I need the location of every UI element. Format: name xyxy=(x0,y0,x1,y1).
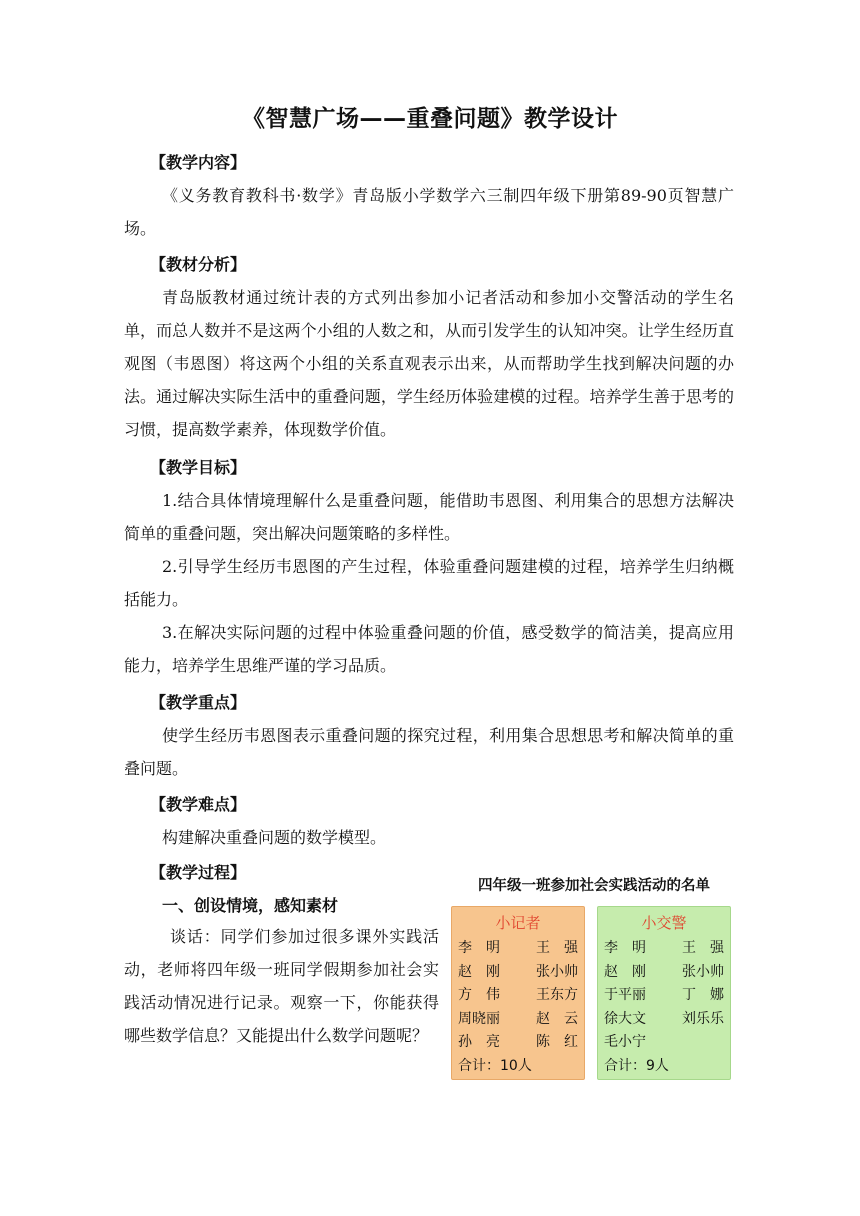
process-step1-text: 谈话：同学们参加过很多课外实践活动，老师将四年级一班同学假期参加社会实践活动情况进行记录。观察一下，你能获得哪些数学信息？又能提出什么数学问题呢？ xyxy=(124,927,439,1045)
reporter-total: 合计：10人 xyxy=(458,1058,532,1074)
student-name: 徐大文 xyxy=(604,1010,646,1027)
student-name: 方 伟 xyxy=(458,987,500,1003)
content-text: 《义务教育教科书·数学》青岛版小学数学六三制四年级下册第89-90页智慧广场。 xyxy=(124,186,734,238)
student-name: 赵 刚 xyxy=(604,963,646,980)
student-name: 李 明 xyxy=(458,940,500,956)
heading-difficulty: 【教学难点】 xyxy=(150,795,247,814)
goal-item-1: 1.结合具体情境理解什么是重叠问题，能借助韦恩图、利用集合的思想方法解决简单的重叠问题，突出解决问题策略的多样性。 xyxy=(124,491,734,543)
process-step1-heading: 一、创设情境，感知素材 xyxy=(162,896,339,915)
traffic-police-total: 合计：9人 xyxy=(604,1058,669,1074)
heading-key-point: 【教学重点】 xyxy=(150,693,247,712)
student-name: 刘乐乐 xyxy=(682,1010,724,1027)
heading-goals: 【教学目标】 xyxy=(150,458,247,477)
analysis-text: 青岛版教材通过统计表的方式列出参加小记者活动和参加小交警活动的学生名单，而总人数并不是这两个小组的人数之和，从而引发学生的认知冲突。让学生经历直观图（韦恩图）将这两个小组的关系直观表示出来，从而帮助学生找到解决问题的办法。通过解决实际生活中的重叠问题，学生经历体验建模的过程。培养学生善于思考的习惯，提高数学素养，体现数学价值。 xyxy=(124,288,734,439)
traffic-police-panel xyxy=(597,906,731,1080)
student-name: 赵 刚 xyxy=(458,963,500,980)
name-row xyxy=(604,1008,724,1032)
goal-item-2: 2.引导学生经历韦恩图的产生过程，体验重叠问题建模的过程，培养学生归纳概括能力。 xyxy=(124,557,734,609)
student-name: 毛小宁 xyxy=(604,1034,646,1050)
name-row xyxy=(458,961,578,985)
reporter-panel xyxy=(451,906,585,1080)
student-name: 张小帅 xyxy=(536,963,578,980)
student-name: 张小帅 xyxy=(682,963,724,980)
goal-item-3: 3.在解决实际问题的过程中体验重叠问题的价值，感受数学的简洁美，提高应用能力，培养学生思维严谨的学习品质。 xyxy=(124,623,734,675)
student-name: 于平丽 xyxy=(604,987,646,1003)
activity-roster-figure xyxy=(449,874,739,1084)
student-name: 王 强 xyxy=(536,940,578,956)
roster-title: 四年级一班参加社会实践活动的名单 xyxy=(478,878,710,894)
traffic-police-name-list xyxy=(604,937,724,1055)
name-row xyxy=(458,1008,578,1032)
student-name: 王 强 xyxy=(682,940,724,956)
key-point-text: 使学生经历韦恩图表示重叠问题的探究过程，利用集合思想思考和解决简单的重叠问题。 xyxy=(124,726,734,778)
name-row xyxy=(458,1031,578,1055)
student-name: 王东方 xyxy=(536,987,578,1003)
student-name: 赵 云 xyxy=(536,1010,578,1027)
difficulty-text: 构建解决重叠问题的数学模型。 xyxy=(162,828,387,847)
heading-content: 【教学内容】 xyxy=(150,153,247,172)
student-name: 陈 红 xyxy=(536,1034,578,1050)
student-name: 李 明 xyxy=(604,940,646,956)
reporter-panel-title: 小记者 xyxy=(495,914,541,932)
heading-analysis: 【教材分析】 xyxy=(150,255,247,274)
name-row xyxy=(458,937,578,961)
name-row xyxy=(604,937,724,961)
reporter-name-list xyxy=(458,937,578,1055)
student-name: 丁 娜 xyxy=(682,987,724,1003)
name-row xyxy=(458,984,578,1008)
student-name: 周晓丽 xyxy=(458,1010,500,1027)
student-name: 孙 亮 xyxy=(458,1034,500,1050)
heading-process: 【教学过程】 xyxy=(150,863,247,882)
name-row xyxy=(604,961,724,985)
traffic-police-panel-title: 小交警 xyxy=(641,914,687,932)
name-row xyxy=(604,984,724,1008)
document-title: 《智慧广场——重叠问题》教学设计 xyxy=(242,106,618,132)
name-row xyxy=(604,1031,724,1055)
